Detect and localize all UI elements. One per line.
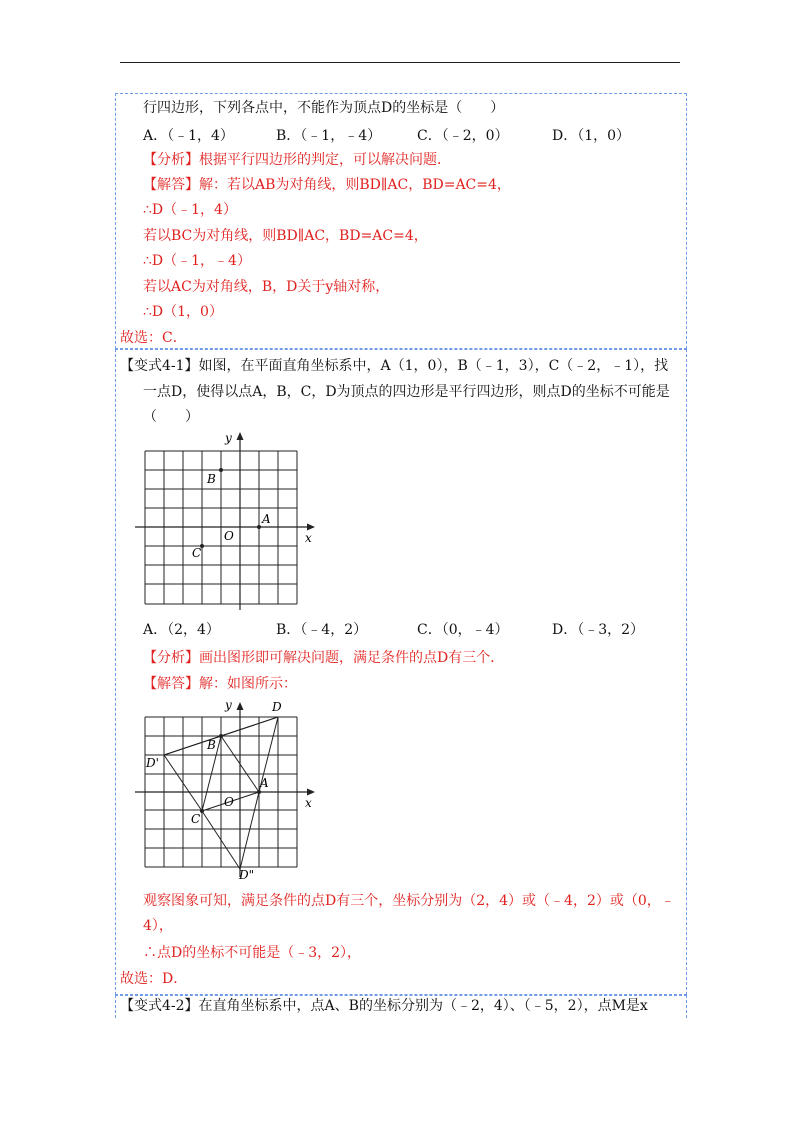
point-b-label: B: [207, 738, 216, 752]
q2-observation: 观察图象可知，满足条件的点D有三个，坐标分别为（2，4）或（﹣4，2）或（0，﹣: [143, 893, 675, 909]
q1-answer-line: ∴D（﹣1，﹣4）: [143, 253, 251, 269]
point-d1-label: D': [146, 756, 159, 770]
coordinate-figure-1: [135, 425, 325, 615]
point-a-label: A: [260, 776, 269, 790]
q1-answer-line: 若以BC为对角线，则BD∥AC，BD=AC=4，: [143, 228, 428, 244]
point-b: [219, 468, 223, 472]
q2-observation-cont: 4），: [143, 918, 173, 934]
q2-analysis: 【分析】画出图形即可解决问题，满足条件的点D有三个．: [143, 650, 505, 666]
q3-title: 【变式4-2】在直角坐标系中，点A、B的坐标分别为（﹣2，4）、（﹣5，2），点M是x: [120, 998, 648, 1014]
q1-options: [143, 126, 663, 146]
q1-answer-line: 若以AC为对角线，B，D关于y轴对称，: [143, 279, 390, 295]
q1-choice: 故选：C．: [120, 330, 187, 346]
point-d2-label: D": [239, 868, 255, 882]
q2-title-line2: 一点D，使得以点A，B，C，D为顶点的四边形是平行四边形，则点D的坐标不可能是: [143, 384, 670, 400]
q2-option-c: C．（0，﹣4）: [417, 622, 509, 638]
header-rule: [120, 62, 680, 63]
point-b: [219, 734, 223, 738]
q2-title: 【变式4-1】如图，在平面直角坐标系中，A（1，0），B（﹣1，3），C（﹣2，﹣1），找: [120, 358, 669, 374]
y-axis-label: y: [225, 431, 232, 445]
point-c: [200, 809, 204, 813]
coordinate-figure-2: [135, 695, 325, 885]
point-b-label: B: [207, 472, 216, 486]
y-axis-arrow: [237, 702, 244, 710]
q2-choice: 故选：D．: [120, 971, 188, 987]
point-a: [257, 525, 261, 529]
q2-options: [143, 620, 663, 640]
point-a: [257, 790, 261, 794]
origin-label: O: [224, 795, 234, 809]
point-a-label: A: [262, 512, 271, 526]
x-axis-arrow: [307, 524, 315, 531]
x-axis-arrow: [307, 789, 315, 796]
q2-conclusion: ∴点D的坐标不可能是（﹣3，2），: [143, 945, 362, 961]
origin-label: O: [224, 529, 234, 543]
q1-option-d: D．（1，0）: [552, 128, 631, 144]
q2-title-line3: （ ）: [143, 409, 199, 425]
q2-option-b: B．（﹣4，2）: [276, 622, 368, 638]
y-axis-label: y: [225, 698, 232, 712]
q1-analysis: 【分析】根据平行四边形的判定，可以解决问题．: [143, 152, 451, 168]
q1-answer-line: ∴D（1，0）: [143, 304, 223, 320]
q2-option-d: D．（﹣3，2）: [552, 622, 645, 638]
point-d-label: D: [272, 700, 282, 714]
point-c-label: C: [191, 812, 201, 826]
x-axis-label: x: [305, 531, 312, 545]
q2-option-a: A．（2，4）: [143, 622, 220, 638]
y-axis-arrow: [237, 432, 244, 440]
q1-answer-line: ∴D（﹣1，4）: [143, 202, 237, 218]
x-axis-label: x: [305, 796, 312, 810]
q1-stem: 行四边形，下列各点中，不能作为顶点D的坐标是（ ）: [143, 100, 505, 116]
q1-option-a: A．（﹣1，4）: [143, 128, 234, 144]
q2-answer-head: 【解答】解：如图所示：: [143, 676, 297, 692]
q1-answer-line: 【解答】解：若以AB为对角线，则BD∥AC，BD=AC=4，: [143, 177, 511, 193]
q1-option-c: C．（﹣2，0）: [417, 128, 509, 144]
point-c-label: C: [192, 546, 202, 560]
q1-option-b: B．（﹣1，﹣4）: [276, 128, 382, 144]
